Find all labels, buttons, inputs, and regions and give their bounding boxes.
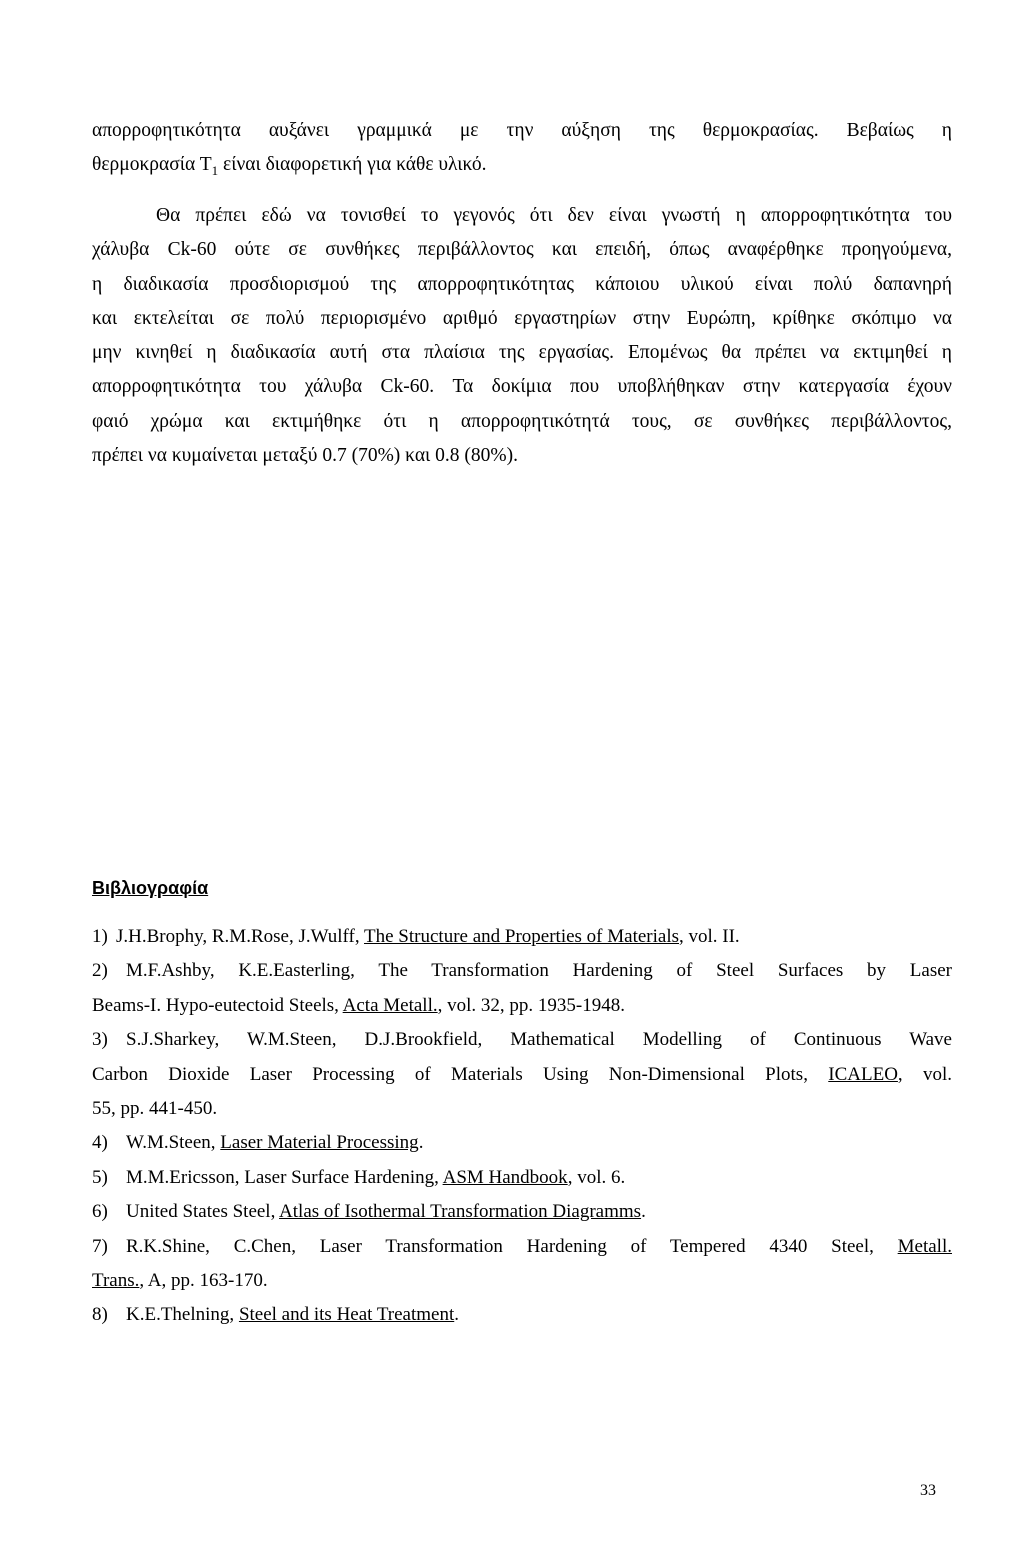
text-line: απορροφητικότητα αυξάνει γραμμικά με την αύξηση της θερμοκρασίας. Βεβαίως η <box>92 120 952 141</box>
ref-number: 7) <box>92 1235 108 1257</box>
ref-text: . <box>641 1201 646 1223</box>
reference-line <box>92 1195 952 1229</box>
ref-text: M.M.Ericsson, Laser Surface Hardening, <box>126 1166 443 1188</box>
ref-title: Steel and its Heat Treatment <box>238 1304 455 1326</box>
ref-text: Carbon Dioxide Laser Processing of Materials Using Non-Dimensional Plots, <box>92 1063 829 1085</box>
ref-text: , vol. <box>897 1063 953 1085</box>
reference-line <box>92 1161 952 1195</box>
ref-title: Metall. <box>897 1235 952 1257</box>
reference-line <box>92 1298 952 1332</box>
text-line: πρέπει να κυμαίνεται μεταξύ 0.7 (70%) και 0.8 (80%). <box>92 445 519 467</box>
ref-text: . <box>454 1304 459 1326</box>
ref-number: 4) <box>92 1132 108 1154</box>
text-fragment: θερμοκρασία Τ <box>92 154 212 176</box>
ref-number: 2) <box>92 960 108 982</box>
text-line: απορροφητικότητα του χάλυβα Ck-60. Τα δοκίμια που υποβλήθηκαν στην κατεργασία έχουν <box>92 376 952 398</box>
reference-line <box>92 954 952 988</box>
ref-text: United States Steel, <box>126 1201 280 1223</box>
ref-title: Atlas of Isothermal Transformation Diagramms <box>279 1201 642 1223</box>
ref-text: , vol. 6. <box>567 1166 626 1188</box>
ref-text: S.J.Sharkey, W.M.Steen, D.J.Brookfield, Mathematical Modelling of Continuous Wave <box>126 1029 952 1051</box>
text-line: μην κινηθεί η διαδικασία αυτή στα πλαίσια της εργασίας. Επομένως θα πρέπει να εκτιμηθεί η <box>92 342 952 364</box>
paragraph-2 <box>92 199 952 473</box>
reference-line <box>92 1092 952 1126</box>
text-line <box>92 148 952 188</box>
text-line: χάλυβα Ck-60 ούτε σε συνθήκες περιβάλλοντος και επειδή, όπως αναφέρθηκε προηγούμενα, <box>92 239 952 261</box>
ref-text: 55, pp. 441-450. <box>92 1098 218 1120</box>
reference-line <box>92 1126 952 1160</box>
ref-text: J.H.Brophy, R.M.Rose, J.Wulff, <box>116 926 365 947</box>
page-number: 33 <box>920 1482 936 1499</box>
ref-title: ICALEO <box>828 1063 898 1085</box>
ref-title: The Structure and Properties of Materials <box>364 926 679 947</box>
bibliography-list <box>92 920 952 1333</box>
ref-text: , vol. II. <box>679 926 740 947</box>
bibliography-heading: Βιβλιογραφία <box>92 878 209 898</box>
ref-text: . <box>418 1132 424 1154</box>
ref-title: Laser Material Processing <box>220 1132 419 1154</box>
subscript: 1 <box>211 163 219 179</box>
ref-number: 1) <box>92 926 108 947</box>
reference-line <box>92 1023 952 1057</box>
ref-number: 3) <box>92 1029 108 1051</box>
reference-line <box>92 1264 952 1298</box>
ref-number: 6) <box>92 1201 108 1223</box>
ref-title: ASM Handbook <box>442 1166 568 1188</box>
text-line: η διαδικασία προσδιορισμού της απορροφητικότητας κάποιου υλικού είναι πολύ δαπανηρή <box>92 273 952 295</box>
ref-text: , A, pp. 163-170. <box>139 1270 268 1292</box>
text-line: φαιό χρώμα και εκτιμήθηκε ότι η απορροφητικότητά τους, σε συνθήκες περιβάλλοντος, <box>92 410 952 432</box>
reference-line <box>92 989 952 1023</box>
reference-line <box>92 1230 952 1264</box>
ref-title: Acta Metall. <box>342 994 438 1016</box>
ref-text: W.M.Steen, <box>126 1132 221 1154</box>
text-line: Θα πρέπει εδώ να τονισθεί το γεγονός ότι δεν είναι γνωστή η απορροφητικότητα του <box>156 205 952 226</box>
reference-line <box>92 920 952 954</box>
ref-number: 8) <box>92 1304 108 1326</box>
ref-text: Beams-I. Hypo-eutectoid Steels, <box>92 994 343 1016</box>
ref-number: 5) <box>92 1166 108 1188</box>
reference-line <box>92 1058 952 1092</box>
paragraph-1 <box>92 114 952 188</box>
text-line: και εκτελείται σε πολύ περιορισμένο αριθμό εργαστηρίων στην Ευρώπη, κρίθηκε σκόπιμο να <box>92 307 952 329</box>
ref-text: K.E.Thelning, <box>126 1304 239 1326</box>
ref-title: Trans. <box>92 1270 140 1292</box>
text-fragment: είναι διαφορετική για κάθε υλικό. <box>218 154 487 176</box>
ref-text: M.F.Ashby, K.E.Easterling, The Transformation Hardening of Steel Surfaces by Laser <box>126 960 952 982</box>
ref-text: R.K.Shine, C.Chen, Laser Transformation Hardening of Tempered 4340 Steel, <box>126 1235 898 1257</box>
ref-text: , vol. 32, pp. 1935-1948. <box>437 994 625 1016</box>
